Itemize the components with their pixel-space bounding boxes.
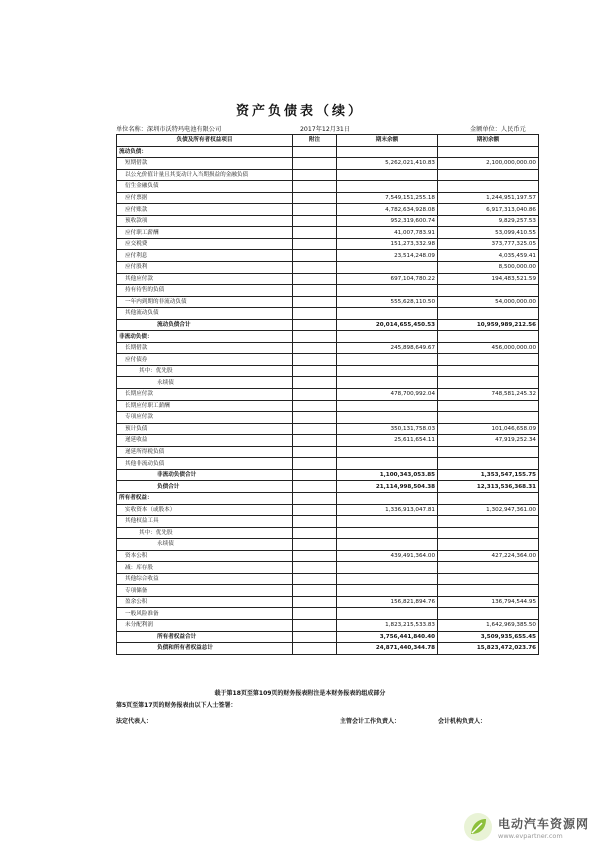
row-note bbox=[293, 181, 337, 193]
table-row bbox=[117, 446, 539, 458]
row-note bbox=[293, 435, 337, 447]
row-note bbox=[293, 412, 337, 424]
accounting-org-label: 会计机构负责人： bbox=[438, 718, 487, 725]
row-begin-balance: 54,000,000.00 bbox=[438, 296, 539, 308]
row-label: 预收款项 bbox=[117, 215, 293, 227]
row-end-balance: 41,007,783.91 bbox=[337, 227, 438, 239]
row-begin-balance bbox=[438, 400, 539, 412]
row-label: 非流动负债： bbox=[117, 331, 293, 343]
leaf-logo-icon bbox=[463, 812, 493, 842]
table-row bbox=[117, 596, 539, 608]
row-begin-balance bbox=[438, 146, 539, 158]
row-begin-balance: 2,100,000,000.00 bbox=[438, 158, 539, 170]
table-header-row bbox=[117, 135, 539, 147]
table-row bbox=[117, 377, 539, 389]
table-row bbox=[117, 631, 539, 643]
row-label: 预计负债 bbox=[117, 423, 293, 435]
row-note bbox=[293, 308, 337, 320]
row-note bbox=[293, 423, 337, 435]
page-title: 资产负债表（续） bbox=[235, 104, 364, 119]
row-note bbox=[293, 331, 337, 343]
table-row bbox=[117, 158, 539, 170]
row-label: 长期应付款 bbox=[117, 389, 293, 401]
row-begin-balance bbox=[438, 365, 539, 377]
row-end-balance: 245,898,649.67 bbox=[337, 342, 438, 354]
table-row bbox=[117, 469, 539, 481]
row-label: 负债合计 bbox=[117, 481, 293, 493]
row-label: 应交税费 bbox=[117, 238, 293, 250]
table-row bbox=[117, 273, 539, 285]
row-begin-balance bbox=[438, 539, 539, 551]
table-row bbox=[117, 608, 539, 620]
row-begin-balance: 427,224,364.00 bbox=[438, 550, 539, 562]
table-row bbox=[117, 492, 539, 504]
row-label: 衍生金融负债 bbox=[117, 181, 293, 193]
header-end-balance: 期末余额 bbox=[337, 135, 438, 147]
row-begin-balance: 1,642,969,385.50 bbox=[438, 619, 539, 631]
row-begin-balance bbox=[438, 181, 539, 193]
row-end-balance bbox=[337, 527, 438, 539]
row-end-balance bbox=[337, 412, 438, 424]
row-end-balance bbox=[337, 539, 438, 551]
row-note bbox=[293, 585, 337, 597]
row-note bbox=[293, 619, 337, 631]
row-note bbox=[293, 227, 337, 239]
row-note bbox=[293, 527, 337, 539]
row-begin-balance: 12,313,536,368.31 bbox=[438, 481, 539, 493]
row-note bbox=[293, 596, 337, 608]
row-label: 长期借款 bbox=[117, 342, 293, 354]
row-note bbox=[293, 539, 337, 551]
row-end-balance bbox=[337, 573, 438, 585]
row-begin-balance: 47,919,252.34 bbox=[438, 435, 539, 447]
row-end-balance: 24,871,440,344.78 bbox=[337, 643, 438, 655]
row-label: 一般风险准备 bbox=[117, 608, 293, 620]
table-row bbox=[117, 400, 539, 412]
table-row bbox=[117, 308, 539, 320]
table-row bbox=[117, 342, 539, 354]
row-label: 应付股利 bbox=[117, 262, 293, 274]
table-row bbox=[117, 504, 539, 516]
row-note bbox=[293, 250, 337, 262]
row-end-balance: 4,782,634,928.08 bbox=[337, 204, 438, 216]
row-note bbox=[293, 446, 337, 458]
row-end-balance: 478,700,992.04 bbox=[337, 389, 438, 401]
row-label: 负债和所有者权益总计 bbox=[117, 643, 293, 655]
row-end-balance: 20,014,655,450.53 bbox=[337, 319, 438, 331]
row-label: 应付职工薪酬 bbox=[117, 227, 293, 239]
row-begin-balance bbox=[438, 585, 539, 597]
watermark-url: www.evpartner.com bbox=[498, 831, 563, 840]
row-note bbox=[293, 365, 337, 377]
row-end-balance bbox=[337, 400, 438, 412]
row-end-balance bbox=[337, 516, 438, 528]
row-label: 流动负债： bbox=[117, 146, 293, 158]
row-end-balance: 3,756,441,840.40 bbox=[337, 631, 438, 643]
row-note bbox=[293, 504, 337, 516]
row-begin-balance bbox=[438, 458, 539, 470]
row-end-balance: 25,611,654.11 bbox=[337, 435, 438, 447]
table-row bbox=[117, 585, 539, 597]
row-end-balance: 350,131,758.03 bbox=[337, 423, 438, 435]
row-begin-balance bbox=[438, 377, 539, 389]
row-label: 以公允价值计量且其变动计入当期损益的金融负债 bbox=[117, 169, 293, 181]
row-label: 长期应付职工薪酬 bbox=[117, 400, 293, 412]
company-name: 单位名称：深圳市沃特玛电池有限公司 bbox=[116, 126, 222, 133]
row-begin-balance: 1,244,951,197.57 bbox=[438, 192, 539, 204]
row-note bbox=[293, 215, 337, 227]
row-begin-balance: 136,794,544.95 bbox=[438, 596, 539, 608]
header-item: 负债及所有者权益项目 bbox=[117, 135, 293, 147]
row-label: 应付债券 bbox=[117, 354, 293, 366]
row-begin-balance: 456,000,000.00 bbox=[438, 342, 539, 354]
row-note bbox=[293, 319, 337, 331]
row-end-balance bbox=[337, 377, 438, 389]
table-row bbox=[117, 238, 539, 250]
row-label: 其他应付款 bbox=[117, 273, 293, 285]
row-label: 应付账款 bbox=[117, 204, 293, 216]
row-note bbox=[293, 158, 337, 170]
row-note bbox=[293, 469, 337, 481]
table-row bbox=[117, 389, 539, 401]
row-label: 所有者权益合计 bbox=[117, 631, 293, 643]
row-note bbox=[293, 458, 337, 470]
row-label: 所有者权益： bbox=[117, 492, 293, 504]
row-label: 盈余公积 bbox=[117, 596, 293, 608]
row-begin-balance bbox=[438, 354, 539, 366]
row-end-balance: 151,273,332.98 bbox=[337, 238, 438, 250]
row-note bbox=[293, 285, 337, 297]
row-note bbox=[293, 481, 337, 493]
row-begin-balance: 101,046,658.09 bbox=[438, 423, 539, 435]
row-label: 专项应付款 bbox=[117, 412, 293, 424]
row-end-balance: 7,549,151,255.18 bbox=[337, 192, 438, 204]
row-begin-balance bbox=[438, 573, 539, 585]
table-row bbox=[117, 146, 539, 158]
row-note bbox=[293, 492, 337, 504]
row-note bbox=[293, 389, 337, 401]
row-end-balance bbox=[337, 169, 438, 181]
row-begin-balance bbox=[438, 331, 539, 343]
row-begin-balance: 1,353,547,155.75 bbox=[438, 469, 539, 481]
row-end-balance bbox=[337, 446, 438, 458]
row-begin-balance: 8,500,000.00 bbox=[438, 262, 539, 274]
row-begin-balance bbox=[438, 562, 539, 574]
table-row bbox=[117, 169, 539, 181]
accounting-head-label: 主管会计工作负责人： bbox=[340, 718, 401, 725]
row-begin-balance bbox=[438, 608, 539, 620]
legal-representative-label: 法定代表人： bbox=[116, 718, 153, 725]
row-begin-balance: 6,917,313,040.86 bbox=[438, 204, 539, 216]
table-row bbox=[117, 181, 539, 193]
row-begin-balance: 4,035,459.41 bbox=[438, 250, 539, 262]
row-note bbox=[293, 204, 337, 216]
row-end-balance bbox=[337, 354, 438, 366]
table-row bbox=[117, 192, 539, 204]
row-begin-balance bbox=[438, 285, 539, 297]
row-label: 其中：优先股 bbox=[117, 527, 293, 539]
row-end-balance bbox=[337, 181, 438, 193]
table-row bbox=[117, 423, 539, 435]
row-label: 短期借款 bbox=[117, 158, 293, 170]
row-begin-balance bbox=[438, 169, 539, 181]
table-row bbox=[117, 296, 539, 308]
report-date: 2017年12月31日 bbox=[300, 126, 351, 133]
row-begin-balance: 748,581,245.32 bbox=[438, 389, 539, 401]
row-label: 其他权益工具 bbox=[117, 516, 293, 528]
table-row bbox=[117, 539, 539, 551]
table-row bbox=[117, 319, 539, 331]
row-end-balance bbox=[337, 492, 438, 504]
row-note bbox=[293, 608, 337, 620]
row-begin-balance: 373,777,325.05 bbox=[438, 238, 539, 250]
row-begin-balance: 194,483,521.59 bbox=[438, 273, 539, 285]
row-end-balance bbox=[337, 458, 438, 470]
row-note bbox=[293, 192, 337, 204]
row-end-balance: 697,104,780.22 bbox=[337, 273, 438, 285]
row-label: 流动负债合计 bbox=[117, 319, 293, 331]
currency-unit: 金额单位：人民币元 bbox=[470, 126, 526, 133]
row-label: 其中：优先股 bbox=[117, 365, 293, 377]
row-label: 递延所得税负债 bbox=[117, 446, 293, 458]
row-end-balance bbox=[337, 331, 438, 343]
row-label: 减：库存股 bbox=[117, 562, 293, 574]
row-note bbox=[293, 550, 337, 562]
row-label: 资本公积 bbox=[117, 550, 293, 562]
row-begin-balance bbox=[438, 446, 539, 458]
row-label: 专项储备 bbox=[117, 585, 293, 597]
row-end-balance: 1,100,343,053.85 bbox=[337, 469, 438, 481]
row-end-balance bbox=[337, 585, 438, 597]
table-row bbox=[117, 365, 539, 377]
row-note bbox=[293, 342, 337, 354]
row-end-balance: 21,114,998,504.38 bbox=[337, 481, 438, 493]
table-row bbox=[117, 412, 539, 424]
row-begin-balance bbox=[438, 308, 539, 320]
row-note bbox=[293, 273, 337, 285]
row-label: 永续债 bbox=[117, 539, 293, 551]
table-row bbox=[117, 250, 539, 262]
table-row bbox=[117, 215, 539, 227]
table-row bbox=[117, 285, 539, 297]
header-note: 附注 bbox=[293, 135, 337, 147]
row-label: 一年内到期的非流动负债 bbox=[117, 296, 293, 308]
row-end-balance bbox=[337, 285, 438, 297]
row-note bbox=[293, 238, 337, 250]
row-note bbox=[293, 573, 337, 585]
row-label: 持有待售的负债 bbox=[117, 285, 293, 297]
row-end-balance: 156,821,894.76 bbox=[337, 596, 438, 608]
row-note bbox=[293, 516, 337, 528]
row-begin-balance bbox=[438, 516, 539, 528]
row-begin-balance: 15,823,472,023.76 bbox=[438, 643, 539, 655]
row-begin-balance bbox=[438, 527, 539, 539]
row-begin-balance: 53,099,410.55 bbox=[438, 227, 539, 239]
row-note bbox=[293, 631, 337, 643]
row-begin-balance bbox=[438, 492, 539, 504]
row-end-balance: 952,319,600.74 bbox=[337, 215, 438, 227]
header-begin-balance: 期初余额 bbox=[438, 135, 539, 147]
table-row bbox=[117, 573, 539, 585]
table-row bbox=[117, 262, 539, 274]
table-row bbox=[117, 481, 539, 493]
row-note bbox=[293, 562, 337, 574]
row-note bbox=[293, 354, 337, 366]
row-label: 应付票据 bbox=[117, 192, 293, 204]
row-note bbox=[293, 296, 337, 308]
row-end-balance bbox=[337, 308, 438, 320]
row-label: 非流动负债合计 bbox=[117, 469, 293, 481]
row-end-balance: 1,336,913,047.81 bbox=[337, 504, 438, 516]
row-begin-balance: 3,509,935,655.45 bbox=[438, 631, 539, 643]
table-row bbox=[117, 643, 539, 655]
row-end-balance: 5,262,021,410.83 bbox=[337, 158, 438, 170]
row-begin-balance bbox=[438, 412, 539, 424]
table-row bbox=[117, 527, 539, 539]
signature-intro: 第5页至第17页的财务报表由以下人士签署： bbox=[116, 702, 237, 709]
table-row bbox=[117, 619, 539, 631]
table-row bbox=[117, 562, 539, 574]
watermark-site-name: 电动汽车资源网 bbox=[498, 816, 590, 831]
table-row bbox=[117, 458, 539, 470]
row-label: 应付利息 bbox=[117, 250, 293, 262]
row-label: 其他非流动负债 bbox=[117, 458, 293, 470]
row-label: 实收资本（或股本） bbox=[117, 504, 293, 516]
table-row bbox=[117, 354, 539, 366]
row-begin-balance: 10,959,989,212.56 bbox=[438, 319, 539, 331]
row-end-balance: 23,514,248.09 bbox=[337, 250, 438, 262]
row-label: 递延收益 bbox=[117, 435, 293, 447]
table-row bbox=[117, 331, 539, 343]
row-end-balance bbox=[337, 146, 438, 158]
row-end-balance bbox=[337, 562, 438, 574]
row-label: 其他流动负债 bbox=[117, 308, 293, 320]
table-row bbox=[117, 435, 539, 447]
table-row bbox=[117, 550, 539, 562]
row-end-balance: 1,823,215,533.83 bbox=[337, 619, 438, 631]
row-begin-balance: 1,302,947,361.00 bbox=[438, 504, 539, 516]
row-end-balance bbox=[337, 262, 438, 274]
row-note bbox=[293, 169, 337, 181]
row-begin-balance: 9,829,257.53 bbox=[438, 215, 539, 227]
footnote: 载于第18页至第109页的财务报表附注是本财务报表的组成部分 bbox=[214, 690, 386, 697]
row-end-balance: 439,491,364.00 bbox=[337, 550, 438, 562]
row-note bbox=[293, 643, 337, 655]
row-end-balance bbox=[337, 608, 438, 620]
row-label: 永续债 bbox=[117, 377, 293, 389]
row-label: 未分配利润 bbox=[117, 619, 293, 631]
row-note bbox=[293, 400, 337, 412]
row-note bbox=[293, 377, 337, 389]
table-row bbox=[117, 516, 539, 528]
watermark bbox=[463, 812, 589, 842]
row-note bbox=[293, 262, 337, 274]
table-row bbox=[117, 227, 539, 239]
row-note bbox=[293, 146, 337, 158]
row-end-balance bbox=[337, 365, 438, 377]
row-end-balance: 555,628,110.50 bbox=[337, 296, 438, 308]
balance-sheet-table bbox=[116, 134, 539, 655]
table-row bbox=[117, 204, 539, 216]
row-label: 其他综合收益 bbox=[117, 573, 293, 585]
